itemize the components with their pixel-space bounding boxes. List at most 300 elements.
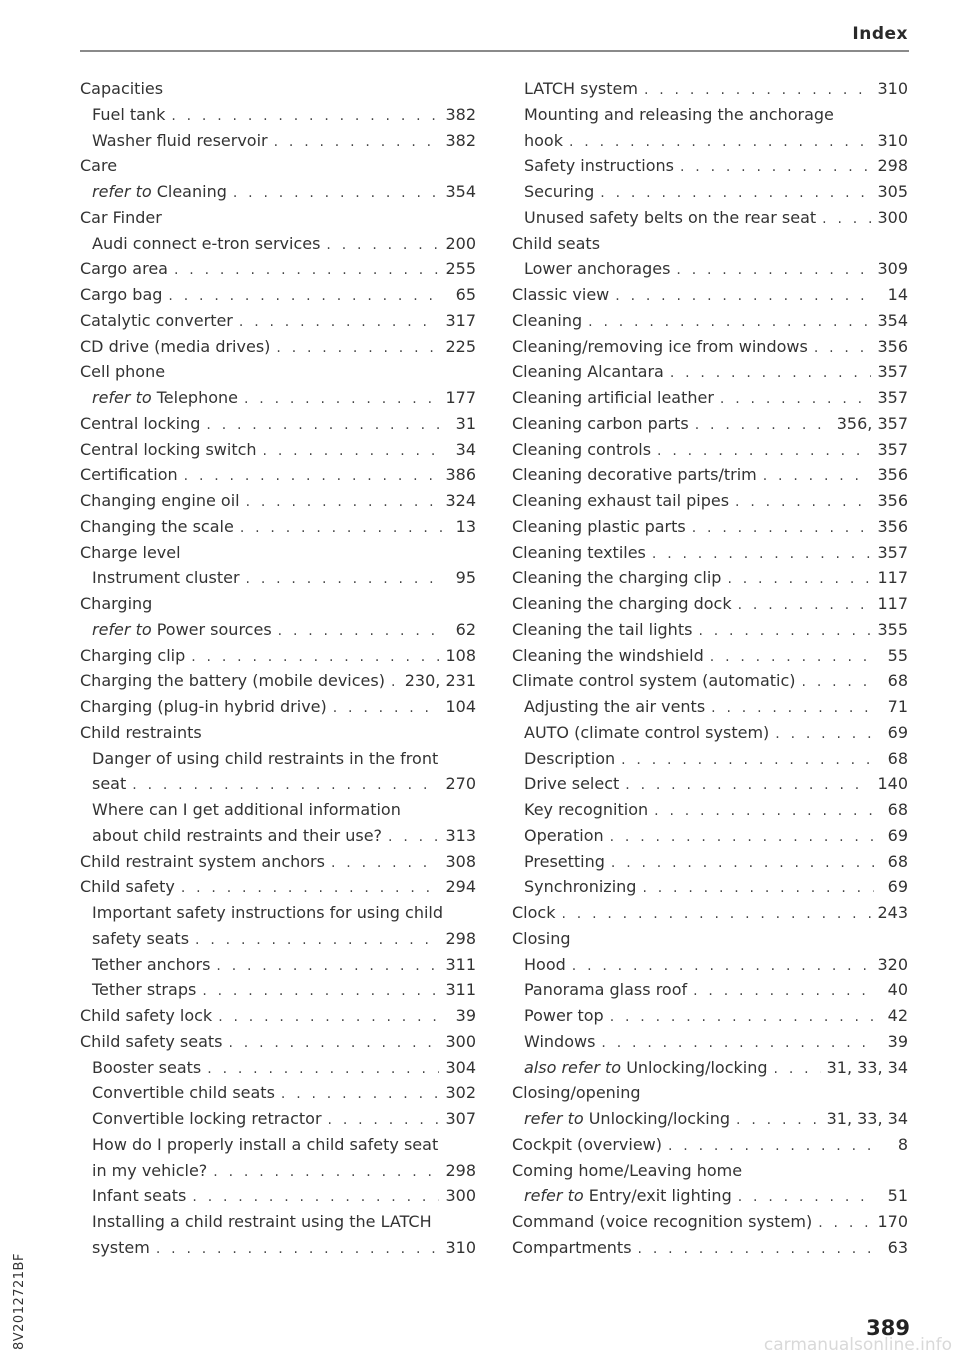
index-entry — [512, 977, 908, 1003]
dot-leader — [191, 645, 439, 671]
index-entry-label — [512, 1158, 742, 1184]
index-entry-text: Cleaning exhaust tail pipes — [512, 491, 730, 510]
index-entry-text: Child safety — [80, 877, 175, 897]
index-entry-text: Operation — [524, 825, 604, 845]
index-entry-label — [80, 643, 185, 669]
index-entry-label — [80, 1003, 212, 1029]
dot-leader — [670, 361, 872, 387]
index-entry — [512, 488, 908, 514]
index-entry-page: 31, 33, 34 — [826, 1109, 908, 1128]
index-entry — [80, 617, 476, 643]
index-entry-page: 294 — [445, 877, 476, 897]
index-entry — [80, 308, 476, 334]
dot-leader — [181, 876, 440, 902]
dot-leader — [233, 181, 440, 207]
index-entry-label — [92, 1183, 186, 1209]
index-entry-label — [524, 1055, 768, 1081]
dot-leader — [132, 773, 439, 799]
index-entry-label — [524, 797, 648, 823]
index-entry-label — [524, 1106, 730, 1132]
index-entry-label — [512, 540, 646, 566]
index-entry-page: 309 — [877, 259, 908, 279]
index-entry — [512, 359, 908, 385]
index-entry-text: Cleaning artificial leather — [512, 388, 714, 407]
index-entry-page: 307 — [445, 1109, 476, 1128]
dot-leader — [192, 1185, 439, 1211]
index-entry-text: Hood — [524, 954, 566, 974]
index-entry — [80, 771, 476, 797]
dot-leader — [711, 696, 874, 722]
index-entry-page: 357 — [877, 439, 908, 459]
index-entry-text: Child restraints — [80, 722, 202, 742]
index-entry-page: 305 — [877, 182, 908, 201]
index-entry — [512, 76, 908, 102]
index-entry-page: 31, 33, 34 — [826, 1057, 908, 1077]
index-entry-text: Cargo bag — [80, 285, 163, 304]
dot-leader — [274, 130, 440, 156]
index-entry-label — [92, 1132, 438, 1158]
dot-leader — [228, 1031, 439, 1057]
index-entry — [512, 1209, 908, 1235]
index-entry-page: 255 — [445, 259, 476, 279]
index-entry-page: 51 — [887, 1186, 908, 1206]
index-entry-text: Instrument cluster — [92, 568, 240, 588]
dot-leader — [206, 413, 442, 439]
dot-leader — [657, 439, 871, 465]
index-entry — [512, 771, 908, 797]
index-entry-text: Tether anchors — [92, 954, 211, 974]
dot-leader — [174, 258, 439, 284]
index-entry-text: Charge level — [80, 542, 181, 562]
dot-leader — [698, 619, 871, 645]
index-entry-label — [80, 205, 162, 231]
index-entry-label — [524, 874, 636, 900]
index-entry-label — [524, 771, 619, 797]
index-entry-page: 356, 357 — [836, 413, 908, 433]
index-entry-text: Cleaning — [156, 182, 227, 201]
index-entry-text: Catalytic converter — [80, 310, 233, 330]
index-entry — [80, 256, 476, 282]
index-entry-label — [92, 952, 210, 978]
index-entry — [80, 334, 476, 360]
index-entry-label — [92, 797, 401, 823]
index-entry-text: Synchronizing — [524, 877, 637, 897]
index-entry — [80, 565, 476, 591]
index-entry — [80, 952, 476, 978]
index-entry-page: 42 — [887, 1006, 908, 1025]
index-entry-label — [92, 565, 240, 591]
index-entry-label — [92, 1209, 432, 1235]
dot-leader — [333, 696, 440, 722]
index-entry-page: 310 — [877, 130, 908, 150]
index-entry-label — [80, 334, 270, 360]
index-entry-text: Adjusting the air vents — [524, 697, 706, 716]
index-entry-page: 200 — [445, 233, 476, 253]
dot-leader — [218, 1005, 442, 1031]
index-entry-text: Climate control system (automatic) — [512, 671, 796, 691]
dot-leader — [388, 825, 439, 851]
index-entry-label — [512, 359, 664, 385]
index-entry — [80, 411, 476, 437]
index-entry-page: 382 — [445, 104, 476, 124]
index-entry-text: Cleaning decorative parts/trim — [512, 465, 757, 485]
dot-leader — [195, 928, 439, 954]
index-entry-text: Central locking — [80, 413, 201, 433]
index-entry-text: Cleaning the charging clip — [512, 568, 722, 588]
index-entry-label — [80, 591, 152, 617]
index-entry-page: 357 — [877, 388, 908, 407]
dot-leader — [680, 155, 871, 181]
index-entry-page: 310 — [445, 1237, 476, 1257]
index-entry-text: Installing a child restraint using the LATCH — [92, 1212, 432, 1231]
index-entry-page: 311 — [445, 954, 476, 974]
index-entry-label — [80, 1029, 222, 1055]
index-entry-label — [80, 488, 240, 514]
index-entry-page: 8 — [897, 1134, 908, 1154]
index-entry-label — [92, 1235, 150, 1261]
index-entry-label — [512, 231, 600, 257]
dot-leader — [644, 78, 872, 104]
index-entry-text: Care — [80, 156, 118, 176]
index-entry — [512, 643, 908, 669]
dot-leader — [391, 670, 399, 696]
index-entry-page: 177 — [445, 388, 476, 407]
index-entry-page: 55 — [887, 645, 908, 665]
index-entry-text: hook — [524, 130, 563, 150]
index-entry-text: Where can I get additional information — [92, 800, 401, 819]
index-entry-text: seat — [92, 774, 127, 794]
index-entry-text: Safety instructions — [524, 156, 674, 176]
index-entry-label — [524, 1183, 732, 1209]
index-entry-page: 304 — [445, 1057, 476, 1077]
index-entry-page: 317 — [445, 310, 476, 330]
index-column-right — [512, 76, 908, 1261]
index-entry-text: Charging clip — [80, 645, 186, 665]
index-entry — [512, 411, 908, 437]
index-entry-text: Changing engine oil — [80, 491, 240, 510]
index-entry-label — [80, 514, 234, 540]
index-entry-text: Panorama glass roof — [524, 980, 688, 1000]
index-entry-text: Convertible child seats — [92, 1083, 275, 1103]
index-entry-text: Cleaning the windshield — [512, 645, 704, 665]
index-entry — [512, 1158, 908, 1184]
index-entry-text: Tether straps — [92, 980, 197, 1000]
index-entry-page: 298 — [445, 1160, 476, 1180]
index-entry — [80, 643, 476, 669]
index-entry — [512, 205, 908, 231]
index-entry-page: 324 — [445, 491, 476, 510]
index-entry-page: 71 — [887, 697, 908, 716]
index-entry-text: Clock — [512, 903, 556, 922]
dot-leader — [216, 954, 439, 980]
index-entry — [512, 694, 908, 720]
index-entry-label — [92, 231, 320, 257]
index-entry-label — [512, 1080, 641, 1106]
index-entry — [80, 1055, 476, 1081]
index-entry-page: 310 — [877, 79, 908, 98]
index-entry-label — [512, 565, 721, 591]
index-entry — [80, 668, 476, 694]
index-entry-text: Drive select — [524, 774, 620, 794]
index-entry-label — [512, 437, 651, 463]
index-entry — [80, 720, 476, 746]
index-entry-label — [524, 823, 604, 849]
index-entry-label — [80, 849, 325, 875]
index-entry-label — [92, 617, 272, 643]
index-entry-text: Power sources — [156, 619, 272, 639]
dot-leader — [276, 336, 439, 362]
index-entry — [512, 334, 908, 360]
index-entry-text: system — [92, 1237, 150, 1257]
index-entry — [512, 1055, 908, 1081]
index-entry-label — [524, 179, 594, 205]
dot-leader — [615, 284, 874, 310]
index-entry — [512, 385, 908, 411]
index-entry-label — [92, 1106, 322, 1132]
index-entry-label — [524, 1003, 604, 1029]
dot-leader — [727, 567, 871, 593]
index-entry-page: 13 — [455, 516, 476, 536]
dot-leader — [156, 1237, 440, 1263]
index-entry-text: Capacities — [80, 79, 164, 98]
index-entry-page: 68 — [887, 800, 908, 819]
index-entry-page: 65 — [455, 285, 476, 304]
dot-leader — [621, 748, 874, 774]
index-entry-label — [80, 437, 257, 463]
dot-leader — [738, 1185, 874, 1211]
index-entry-label — [524, 153, 674, 179]
index-entry-label — [92, 977, 196, 1003]
index-entry-label — [80, 308, 233, 334]
dot-leader — [822, 207, 871, 233]
index-entry-page: 357 — [877, 362, 908, 382]
index-entry-text: Child safety seats — [80, 1031, 223, 1051]
index-entry-label — [524, 746, 615, 772]
index-entry — [80, 1158, 476, 1184]
index-entry-label — [524, 205, 816, 231]
dot-leader — [263, 439, 442, 465]
index-entry-label — [512, 617, 692, 643]
index-entry-text: Washer fluid reservoir — [92, 130, 268, 150]
index-entry-label — [92, 823, 382, 849]
index-entry-page: 170 — [877, 1212, 908, 1231]
index-entry — [80, 1106, 476, 1132]
index-entry — [512, 514, 908, 540]
index-entry-label — [80, 256, 168, 282]
index-entry-page: 300 — [877, 207, 908, 227]
index-entry-page: 356 — [877, 516, 908, 536]
index-entry-text: Closing/opening — [512, 1083, 641, 1103]
index-entry-page: 68 — [887, 851, 908, 871]
dot-leader — [625, 773, 871, 799]
index-entry-text: Cleaning Alcantara — [512, 362, 664, 382]
index-entry-page: 355 — [877, 619, 908, 639]
index-entry-text: Unlocking/locking — [626, 1057, 768, 1077]
index-entry-text: How do I properly install a child safety seat — [92, 1134, 439, 1154]
index-entry-label — [80, 874, 175, 900]
dot-leader — [774, 1057, 821, 1083]
index-entry — [80, 849, 476, 875]
dot-leader — [720, 387, 872, 413]
cross-reference-prefix: refer to — [524, 1109, 584, 1128]
index-entry-label — [512, 668, 796, 694]
index-entry-page: 69 — [887, 722, 908, 742]
index-entry-label — [80, 540, 181, 566]
dot-leader — [184, 464, 440, 490]
index-entry-text: Certification — [80, 465, 178, 485]
index-entry — [80, 1209, 476, 1235]
index-entry-label — [92, 1055, 201, 1081]
dot-leader — [738, 593, 872, 619]
index-entry-page: 243 — [877, 903, 908, 922]
index-entry-text: in my vehicle? — [92, 1160, 208, 1180]
dot-leader — [611, 851, 874, 877]
index-entry — [512, 797, 908, 823]
dot-leader — [695, 413, 831, 439]
index-entry-text: Charging the battery (mobile devices) — [80, 671, 385, 691]
index-entry — [80, 1183, 476, 1209]
dot-leader — [610, 1005, 874, 1031]
index-entry-label — [524, 694, 705, 720]
index-entry — [512, 1080, 908, 1106]
index-entry-text: CD drive (media drives) — [80, 336, 271, 356]
index-entry — [80, 1235, 476, 1261]
dot-leader — [561, 902, 871, 928]
index-entry — [512, 591, 908, 617]
index-entry-page: 270 — [445, 774, 476, 794]
index-entry-page: 357 — [877, 542, 908, 562]
index-entry-label — [92, 900, 443, 926]
index-entry — [80, 874, 476, 900]
index-entry-page: 140 — [877, 774, 908, 794]
index-entry-text: Entry/exit lighting — [588, 1186, 732, 1206]
index-entry — [512, 926, 908, 952]
index-entry-text: Command (voice recognition system) — [512, 1212, 813, 1231]
dot-leader — [326, 233, 439, 259]
dot-leader — [281, 1082, 440, 1108]
dot-leader — [654, 799, 874, 825]
index-entry-label — [524, 952, 566, 978]
index-entry-text: Key recognition — [524, 800, 649, 819]
index-entry-text: Closing — [512, 928, 571, 948]
index-entry — [80, 591, 476, 617]
dot-leader — [652, 542, 872, 568]
index-entry-label — [92, 1158, 207, 1184]
index-entry-text: Convertible locking retractor — [92, 1109, 322, 1128]
index-entry-page: 298 — [445, 928, 476, 948]
index-entry-label — [92, 771, 126, 797]
index-entry-page: 300 — [445, 1186, 476, 1206]
dot-leader — [693, 979, 874, 1005]
index-entry — [80, 1132, 476, 1158]
index-entry-text: Charging — [80, 594, 153, 613]
index-entry-label — [512, 926, 570, 952]
header-rule — [80, 50, 909, 52]
index-entry-page: 311 — [445, 980, 476, 1000]
index-entry-text: Securing — [524, 182, 595, 201]
index-entry — [512, 1029, 908, 1055]
index-entry — [512, 462, 908, 488]
index-entry-page: 382 — [445, 130, 476, 150]
index-entry — [80, 926, 476, 952]
index-entry-text: Windows — [524, 1031, 596, 1051]
index-entry-text: Changing the scale — [80, 516, 234, 536]
dot-leader — [818, 1211, 871, 1237]
index-entry-label — [92, 746, 438, 772]
dot-leader — [736, 1108, 821, 1134]
index-entry — [80, 359, 476, 385]
dot-leader — [601, 1031, 874, 1057]
index-entry-page: 39 — [887, 1031, 908, 1051]
index-entry — [512, 952, 908, 978]
index-entry-page: 117 — [877, 568, 908, 588]
dot-leader — [588, 310, 871, 336]
index-entry-text: Child restraint system anchors — [80, 851, 325, 871]
index-entry — [512, 720, 908, 746]
dot-leader — [802, 670, 874, 696]
index-entry-label — [512, 282, 609, 308]
index-entry-page: 39 — [455, 1006, 476, 1025]
index-entry-page: 298 — [877, 156, 908, 176]
index-entry-text: Mounting and releasing the anchorage — [524, 104, 834, 124]
index-entry-text: Classic view — [512, 285, 610, 304]
index-entry-label — [512, 411, 689, 437]
index-entry — [512, 1183, 908, 1209]
index-entry-text: Unused safety belts on the rear seat — [524, 207, 817, 227]
index-entry-label — [512, 591, 732, 617]
index-entry — [512, 617, 908, 643]
index-entry-page: 69 — [887, 877, 908, 897]
dot-leader — [278, 619, 442, 645]
index-entry-page: 104 — [445, 697, 476, 716]
dot-leader — [239, 310, 440, 336]
index-entry-text: Child seats — [512, 233, 601, 253]
index-entry-page: 34 — [455, 439, 476, 459]
dot-leader — [735, 490, 871, 516]
index-entry — [512, 308, 908, 334]
index-entry-page: 225 — [445, 336, 476, 356]
index-entry — [512, 874, 908, 900]
index-entry-page: 354 — [877, 310, 908, 330]
index-entry-label — [80, 720, 202, 746]
dot-leader — [775, 722, 874, 748]
index-entry-page: 40 — [887, 980, 908, 1000]
index-entry — [512, 1132, 908, 1158]
index-entry-page: 356 — [877, 491, 908, 510]
index-entry — [80, 900, 476, 926]
index-entry — [512, 900, 908, 926]
dot-leader — [202, 979, 439, 1005]
index-entry-page: 68 — [887, 671, 908, 691]
page-number: 389 — [866, 1316, 910, 1340]
index-entry — [80, 102, 476, 128]
index-entry-page: 320 — [877, 954, 908, 974]
index-entry — [80, 282, 476, 308]
index-entry-label — [524, 102, 834, 128]
cross-reference-prefix: also refer to — [524, 1057, 622, 1077]
index-entry-text: Cockpit (overview) — [512, 1134, 662, 1154]
index-entry-page: 117 — [877, 594, 908, 613]
index-entry-label — [80, 76, 163, 102]
index-entry-page: 69 — [887, 825, 908, 845]
dot-leader — [676, 258, 871, 284]
index-entry — [80, 746, 476, 772]
index-entry — [80, 179, 476, 205]
index-entry-text: Charging (plug-in hybrid drive) — [80, 697, 327, 716]
index-entry-page: 95 — [455, 568, 476, 588]
index-entry-label — [80, 282, 162, 308]
index-entry-label — [80, 694, 327, 720]
